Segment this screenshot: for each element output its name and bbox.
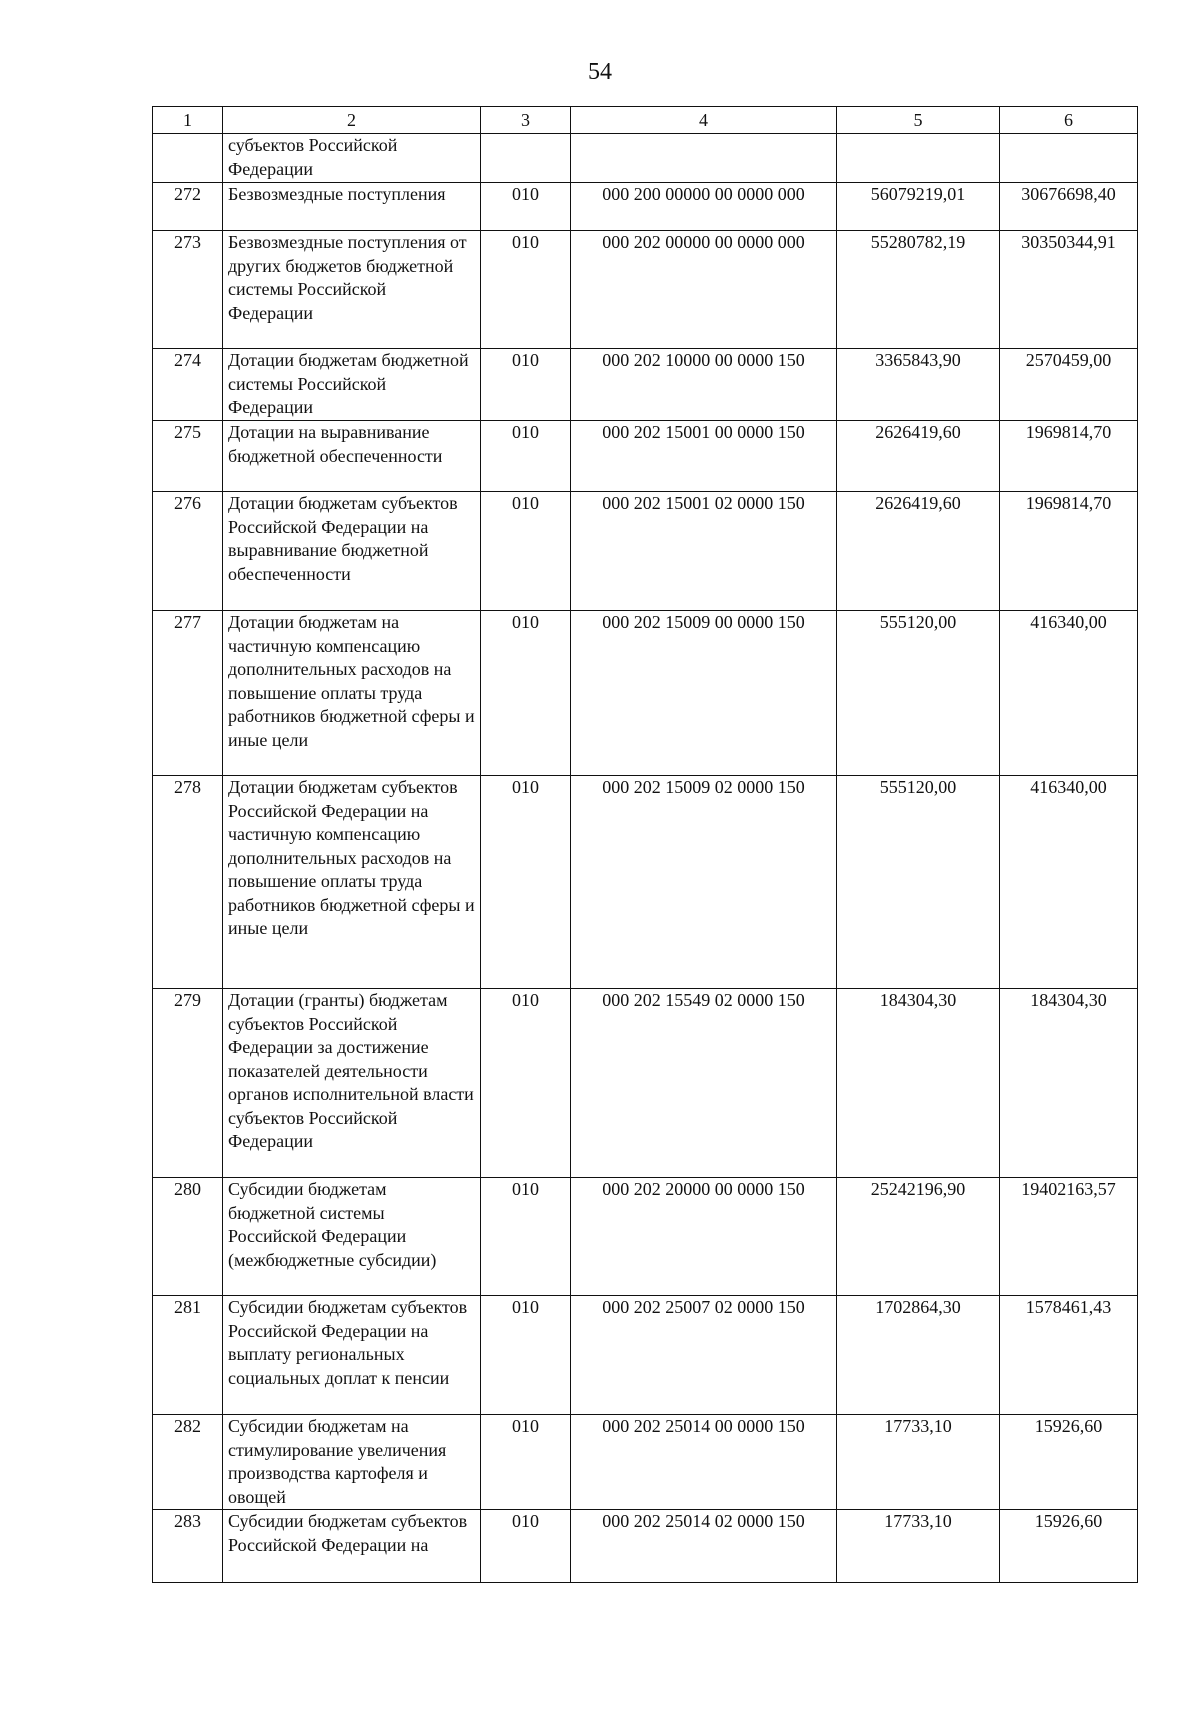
row-value-col6: 416340,00	[1000, 776, 1138, 989]
page-number: 54	[588, 59, 612, 85]
row-value-col6: 15926,60	[1000, 1415, 1138, 1510]
table-row	[153, 349, 1138, 421]
row-value-col5: 25242196,90	[837, 1178, 1000, 1296]
table-row	[153, 1415, 1138, 1510]
budget-revenue-table	[152, 106, 1138, 1583]
row-value-col5: 1702864,30	[837, 1296, 1000, 1415]
column-header: 2	[223, 107, 481, 134]
row-name: Дотации (гранты) бюджетам субъектов Российской Федерации за достижение показателей деятельности органов исполнительной власти субъектов Российской Федерации	[223, 989, 481, 1178]
row-budget-code: 000 202 15549 02 0000 150	[571, 989, 837, 1178]
row-number: 283	[153, 1510, 223, 1583]
row-value-col6: 1578461,43	[1000, 1296, 1138, 1415]
table-row	[153, 989, 1138, 1178]
row-budget-code: 000 202 15001 02 0000 150	[571, 492, 837, 611]
row-admin-code: 010	[481, 1510, 571, 1583]
table-row	[153, 776, 1138, 989]
column-header: 4	[571, 107, 837, 134]
row-budget-code: 000 202 10000 00 0000 150	[571, 349, 837, 421]
row-value-col5: 3365843,90	[837, 349, 1000, 421]
row-value-col6: 30676698,40	[1000, 183, 1138, 231]
row-admin-code: 010	[481, 421, 571, 492]
row-name: Безвозмездные поступления от других бюджетов бюджетной системы Российской Федерации	[223, 231, 481, 349]
row-value-col6: 416340,00	[1000, 611, 1138, 776]
row-budget-code: 000 202 25014 00 0000 150	[571, 1415, 837, 1510]
table-row	[153, 1178, 1138, 1296]
column-header: 1	[153, 107, 223, 134]
row-number: 276	[153, 492, 223, 611]
row-name: Дотации на выравнивание бюджетной обеспеченности	[223, 421, 481, 492]
row-value-col5: 2626419,60	[837, 492, 1000, 611]
row-name: Безвозмездные поступления	[223, 183, 481, 231]
row-name: Субсидии бюджетам субъектов Российской Федерации на выплату региональных социальных доплат к пенсии	[223, 1296, 481, 1415]
table-row	[153, 134, 1138, 183]
table-body	[153, 134, 1138, 1583]
row-name: Дотации бюджетам бюджетной системы Российской Федерации	[223, 349, 481, 421]
row-admin-code: 010	[481, 776, 571, 989]
row-number: 275	[153, 421, 223, 492]
row-value-col5: 56079219,01	[837, 183, 1000, 231]
table-row	[153, 1296, 1138, 1415]
row-value-col5: 55280782,19	[837, 231, 1000, 349]
row-budget-code: 000 202 15009 00 0000 150	[571, 611, 837, 776]
row-value-col5: 17733,10	[837, 1415, 1000, 1510]
row-number: 280	[153, 1178, 223, 1296]
row-value-col5: 555120,00	[837, 776, 1000, 989]
row-number	[153, 134, 223, 183]
row-budget-code: 000 202 15009 02 0000 150	[571, 776, 837, 989]
row-name: Субсидии бюджетам субъектов Российской Федерации на	[223, 1510, 481, 1583]
row-value-col5: 2626419,60	[837, 421, 1000, 492]
row-admin-code: 010	[481, 492, 571, 611]
row-admin-code: 010	[481, 349, 571, 421]
row-admin-code: 010	[481, 1415, 571, 1510]
row-admin-code: 010	[481, 183, 571, 231]
table-row	[153, 421, 1138, 492]
column-header: 6	[1000, 107, 1138, 134]
row-value-col6	[1000, 134, 1138, 183]
row-number: 274	[153, 349, 223, 421]
row-value-col5: 184304,30	[837, 989, 1000, 1178]
row-name: субъектов Российской Федерации	[223, 134, 481, 183]
row-budget-code: 000 202 20000 00 0000 150	[571, 1178, 837, 1296]
row-admin-code: 010	[481, 1178, 571, 1296]
table-row	[153, 1510, 1138, 1583]
row-value-col5: 555120,00	[837, 611, 1000, 776]
row-name: Субсидии бюджетам бюджетной системы Российской Федерации (межбюджетные субсидии)	[223, 1178, 481, 1296]
row-admin-code: 010	[481, 611, 571, 776]
row-budget-code: 000 202 15001 00 0000 150	[571, 421, 837, 492]
row-number: 278	[153, 776, 223, 989]
column-header: 5	[837, 107, 1000, 134]
table-row	[153, 231, 1138, 349]
row-admin-code: 010	[481, 231, 571, 349]
row-number: 273	[153, 231, 223, 349]
row-value-col5	[837, 134, 1000, 183]
column-header: 3	[481, 107, 571, 134]
row-value-col6: 30350344,91	[1000, 231, 1138, 349]
table-row	[153, 183, 1138, 231]
row-value-col5: 17733,10	[837, 1510, 1000, 1583]
row-value-col6: 1969814,70	[1000, 492, 1138, 611]
row-budget-code: 000 202 25007 02 0000 150	[571, 1296, 837, 1415]
row-admin-code	[481, 134, 571, 183]
column-numbers-row	[153, 107, 1138, 134]
row-name: Субсидии бюджетам на стимулирование увеличения производства картофеля и овощей	[223, 1415, 481, 1510]
row-admin-code: 010	[481, 1296, 571, 1415]
table-row	[153, 611, 1138, 776]
row-number: 281	[153, 1296, 223, 1415]
row-number: 277	[153, 611, 223, 776]
row-admin-code: 010	[481, 989, 571, 1178]
row-value-col6: 184304,30	[1000, 989, 1138, 1178]
row-number: 272	[153, 183, 223, 231]
row-budget-code: 000 202 25014 02 0000 150	[571, 1510, 837, 1583]
row-name: Дотации бюджетам субъектов Российской Федерации на частичную компенсацию дополнительных расходов на повышение оплаты труда работников бюджетной сферы и иные цели	[223, 776, 481, 989]
row-name: Дотации бюджетам на частичную компенсацию дополнительных расходов на повышение оплаты труда работников бюджетной сферы и иные цели	[223, 611, 481, 776]
row-budget-code	[571, 134, 837, 183]
row-name: Дотации бюджетам субъектов Российской Федерации на выравнивание бюджетной обеспеченности	[223, 492, 481, 611]
row-value-col6: 2570459,00	[1000, 349, 1138, 421]
row-budget-code: 000 200 00000 00 0000 000	[571, 183, 837, 231]
row-value-col6: 15926,60	[1000, 1510, 1138, 1583]
row-number: 279	[153, 989, 223, 1178]
row-value-col6: 19402163,57	[1000, 1178, 1138, 1296]
row-value-col6: 1969814,70	[1000, 421, 1138, 492]
row-number: 282	[153, 1415, 223, 1510]
row-budget-code: 000 202 00000 00 0000 000	[571, 231, 837, 349]
table-row	[153, 492, 1138, 611]
